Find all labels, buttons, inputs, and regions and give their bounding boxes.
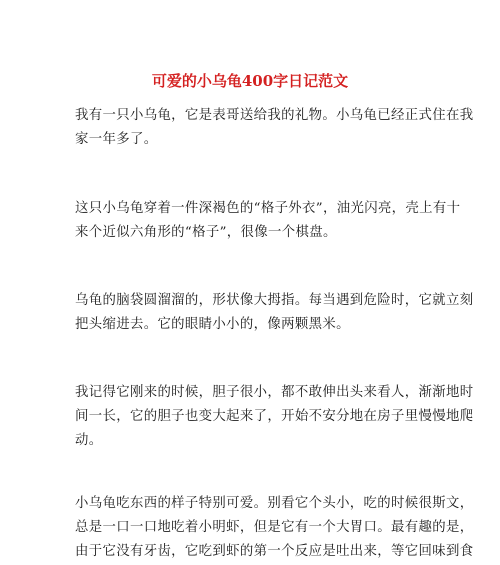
paragraph-line: 动。 xyxy=(75,433,103,448)
paragraph-line: 我记得它刚来的时候，胆子很小，都不敢伸出头来看人，渐渐地时 xyxy=(75,385,474,400)
paragraph-line: 家一年多了。 xyxy=(75,132,158,147)
paragraph-4 xyxy=(75,381,474,453)
paragraph-2 xyxy=(75,197,461,245)
paragraph-line: 我有一只小乌龟，它是表哥送给我的礼物。小乌龟已经正式住在我 xyxy=(75,108,474,123)
paragraph-line: 来个近似六角形的“格子”，很像一个棋盘。 xyxy=(75,225,337,240)
paragraph-line: 间一长，它的胆子也变大起来了，开始不安分地在房子里慢慢地爬 xyxy=(75,409,474,424)
paragraph-1 xyxy=(75,104,474,152)
paragraph-line: 由于它没有牙齿，它吃到虾的第一个反应是吐出来，等它回味到食 xyxy=(75,544,474,559)
paragraph-line: 这只小乌龟穿着一件深褐色的“格子外衣”，油光闪亮，壳上有十 xyxy=(75,201,461,216)
paragraph-line: 把头缩进去。它的眼睛小小的，像两颗黑米。 xyxy=(75,317,350,332)
paragraph-5 xyxy=(75,492,474,564)
paragraph-line: 总是一口一口地吃着小明虾，但是它有一个大胃口。最有趣的是， xyxy=(75,520,474,535)
paragraph-3 xyxy=(75,289,474,337)
document-title: 可爱的小乌龟400字日记范文 xyxy=(151,72,349,91)
paragraph-line: 小乌龟吃东西的样子特别可爱。别看它个头小，吃的时候很斯文， xyxy=(75,496,474,511)
paragraph-line: 乌龟的脑袋圆溜溜的，形状像大拇指。每当遇到危险时，它就立刻 xyxy=(75,293,474,308)
